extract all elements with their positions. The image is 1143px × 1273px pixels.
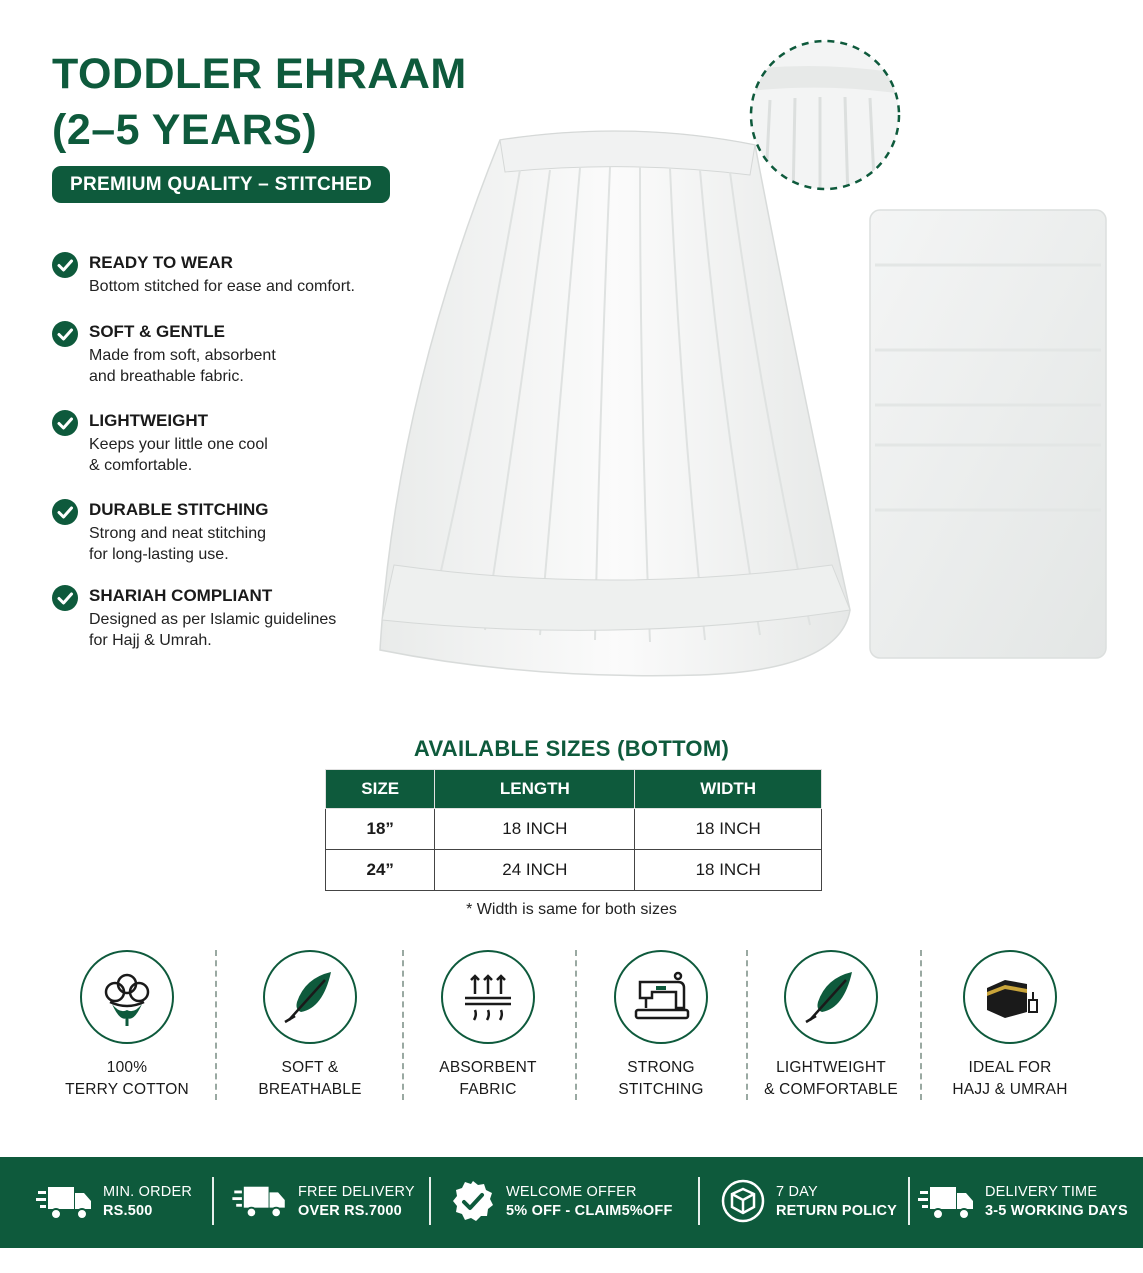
column-header: SIZE [326,770,435,809]
table-cell: 18 INCH [635,850,822,891]
feature-desc: Made from soft, absorbent and breathable fabric. [89,347,276,385]
sewing-machine-icon [614,950,708,1044]
feature-desc: Designed as per Islamic guidelines for Hajj & Umrah. [89,611,337,649]
divider [575,950,577,1100]
check-icon [52,499,78,525]
footer-text: MIN. ORDER RS.500 [103,1184,192,1219]
table-header-row [326,770,822,809]
feature-title: READY TO WEAR [89,253,233,272]
table-cell: 24 INCH [435,850,635,891]
benefits-row [0,945,1143,1105]
footer-text: WELCOME OFFER 5% OFF - CLAIM5%OFF [506,1184,673,1219]
delivery-truck-icon [918,1181,976,1223]
quality-badge: PREMIUM QUALITY – STITCHED [52,166,390,203]
kaaba-icon [963,950,1057,1044]
sizes-title: AVAILABLE SIZES (BOTTOM) [413,736,730,761]
table-cell: 24” [326,850,435,891]
feature-title: DURABLE STITCHING [89,500,269,519]
return-box-icon [720,1178,766,1224]
feature-title: SOFT & GENTLE [89,322,225,341]
check-icon [52,252,78,278]
sizes-note: * Width is same for both sizes [466,901,677,918]
footer-text: 7 DAY RETURN POLICY [776,1184,898,1219]
delivery-truck-icon [232,1181,288,1221]
delivery-truck-icon [36,1181,94,1223]
cotton-flower-icon [80,950,174,1044]
sizes-table [325,769,822,891]
verified-badge-icon [450,1179,496,1225]
table-cell: 18 INCH [435,809,635,850]
feather-icon [263,950,357,1044]
benefit-label: 100% TERRY COTTON [65,1059,189,1098]
title-line-2: (2–5 YEARS) [52,106,318,154]
check-icon [52,585,78,611]
footer-free-delivery [232,1157,422,1248]
table-cell: 18 INCH [635,809,822,850]
waistband-zoom [740,41,910,200]
table-row [326,809,822,850]
divider [429,1177,431,1225]
benefit-label: IDEAL FOR HAJJ & UMRAH [952,1059,1068,1098]
check-icon [52,410,78,436]
footer-text: FREE DELIVERY OVER RS.7000 [298,1184,415,1219]
divider [746,950,748,1100]
absorbent-layers-icon [441,950,535,1044]
feature-desc: Strong and neat stitching for long-lasting use. [89,525,267,563]
footer-bar [0,1157,1143,1248]
ehraam-skirt [380,131,850,676]
title-line-1: TODDLER EHRAAM [52,50,467,98]
feature-desc: Bottom stitched for ease and comfort. [89,278,355,295]
divider [215,950,217,1100]
benefit-label: SOFT & BREATHABLE [258,1059,362,1098]
divider [402,950,404,1100]
table-row [326,850,822,891]
column-header: WIDTH [635,770,822,809]
ehraam-towel [870,210,1106,658]
product-image [370,20,1130,690]
feather-icon [784,950,878,1044]
feature-desc: Keeps your little one cool & comfortable. [89,436,268,474]
footer-text: DELIVERY TIME 3-5 WORKING DAYS [985,1184,1128,1219]
table-cell: 18” [326,809,435,850]
divider [698,1177,700,1225]
divider [920,950,922,1100]
benefit-label: LIGHTWEIGHT & COMFORTABLE [764,1059,898,1098]
benefit-label: ABSORBENT FABRIC [439,1059,537,1098]
footer-welcome-offer [450,1157,690,1248]
footer-delivery-time [918,1157,1140,1248]
feature-title: LIGHTWEIGHT [89,411,208,430]
divider [212,1177,214,1225]
column-header: LENGTH [435,770,635,809]
footer-min-order [36,1157,206,1248]
feature-title: SHARIAH COMPLIANT [89,586,273,605]
benefit-label: STRONG STITCHING [618,1059,704,1098]
divider [908,1177,910,1225]
check-icon [52,321,78,347]
footer-return-policy [720,1157,900,1248]
